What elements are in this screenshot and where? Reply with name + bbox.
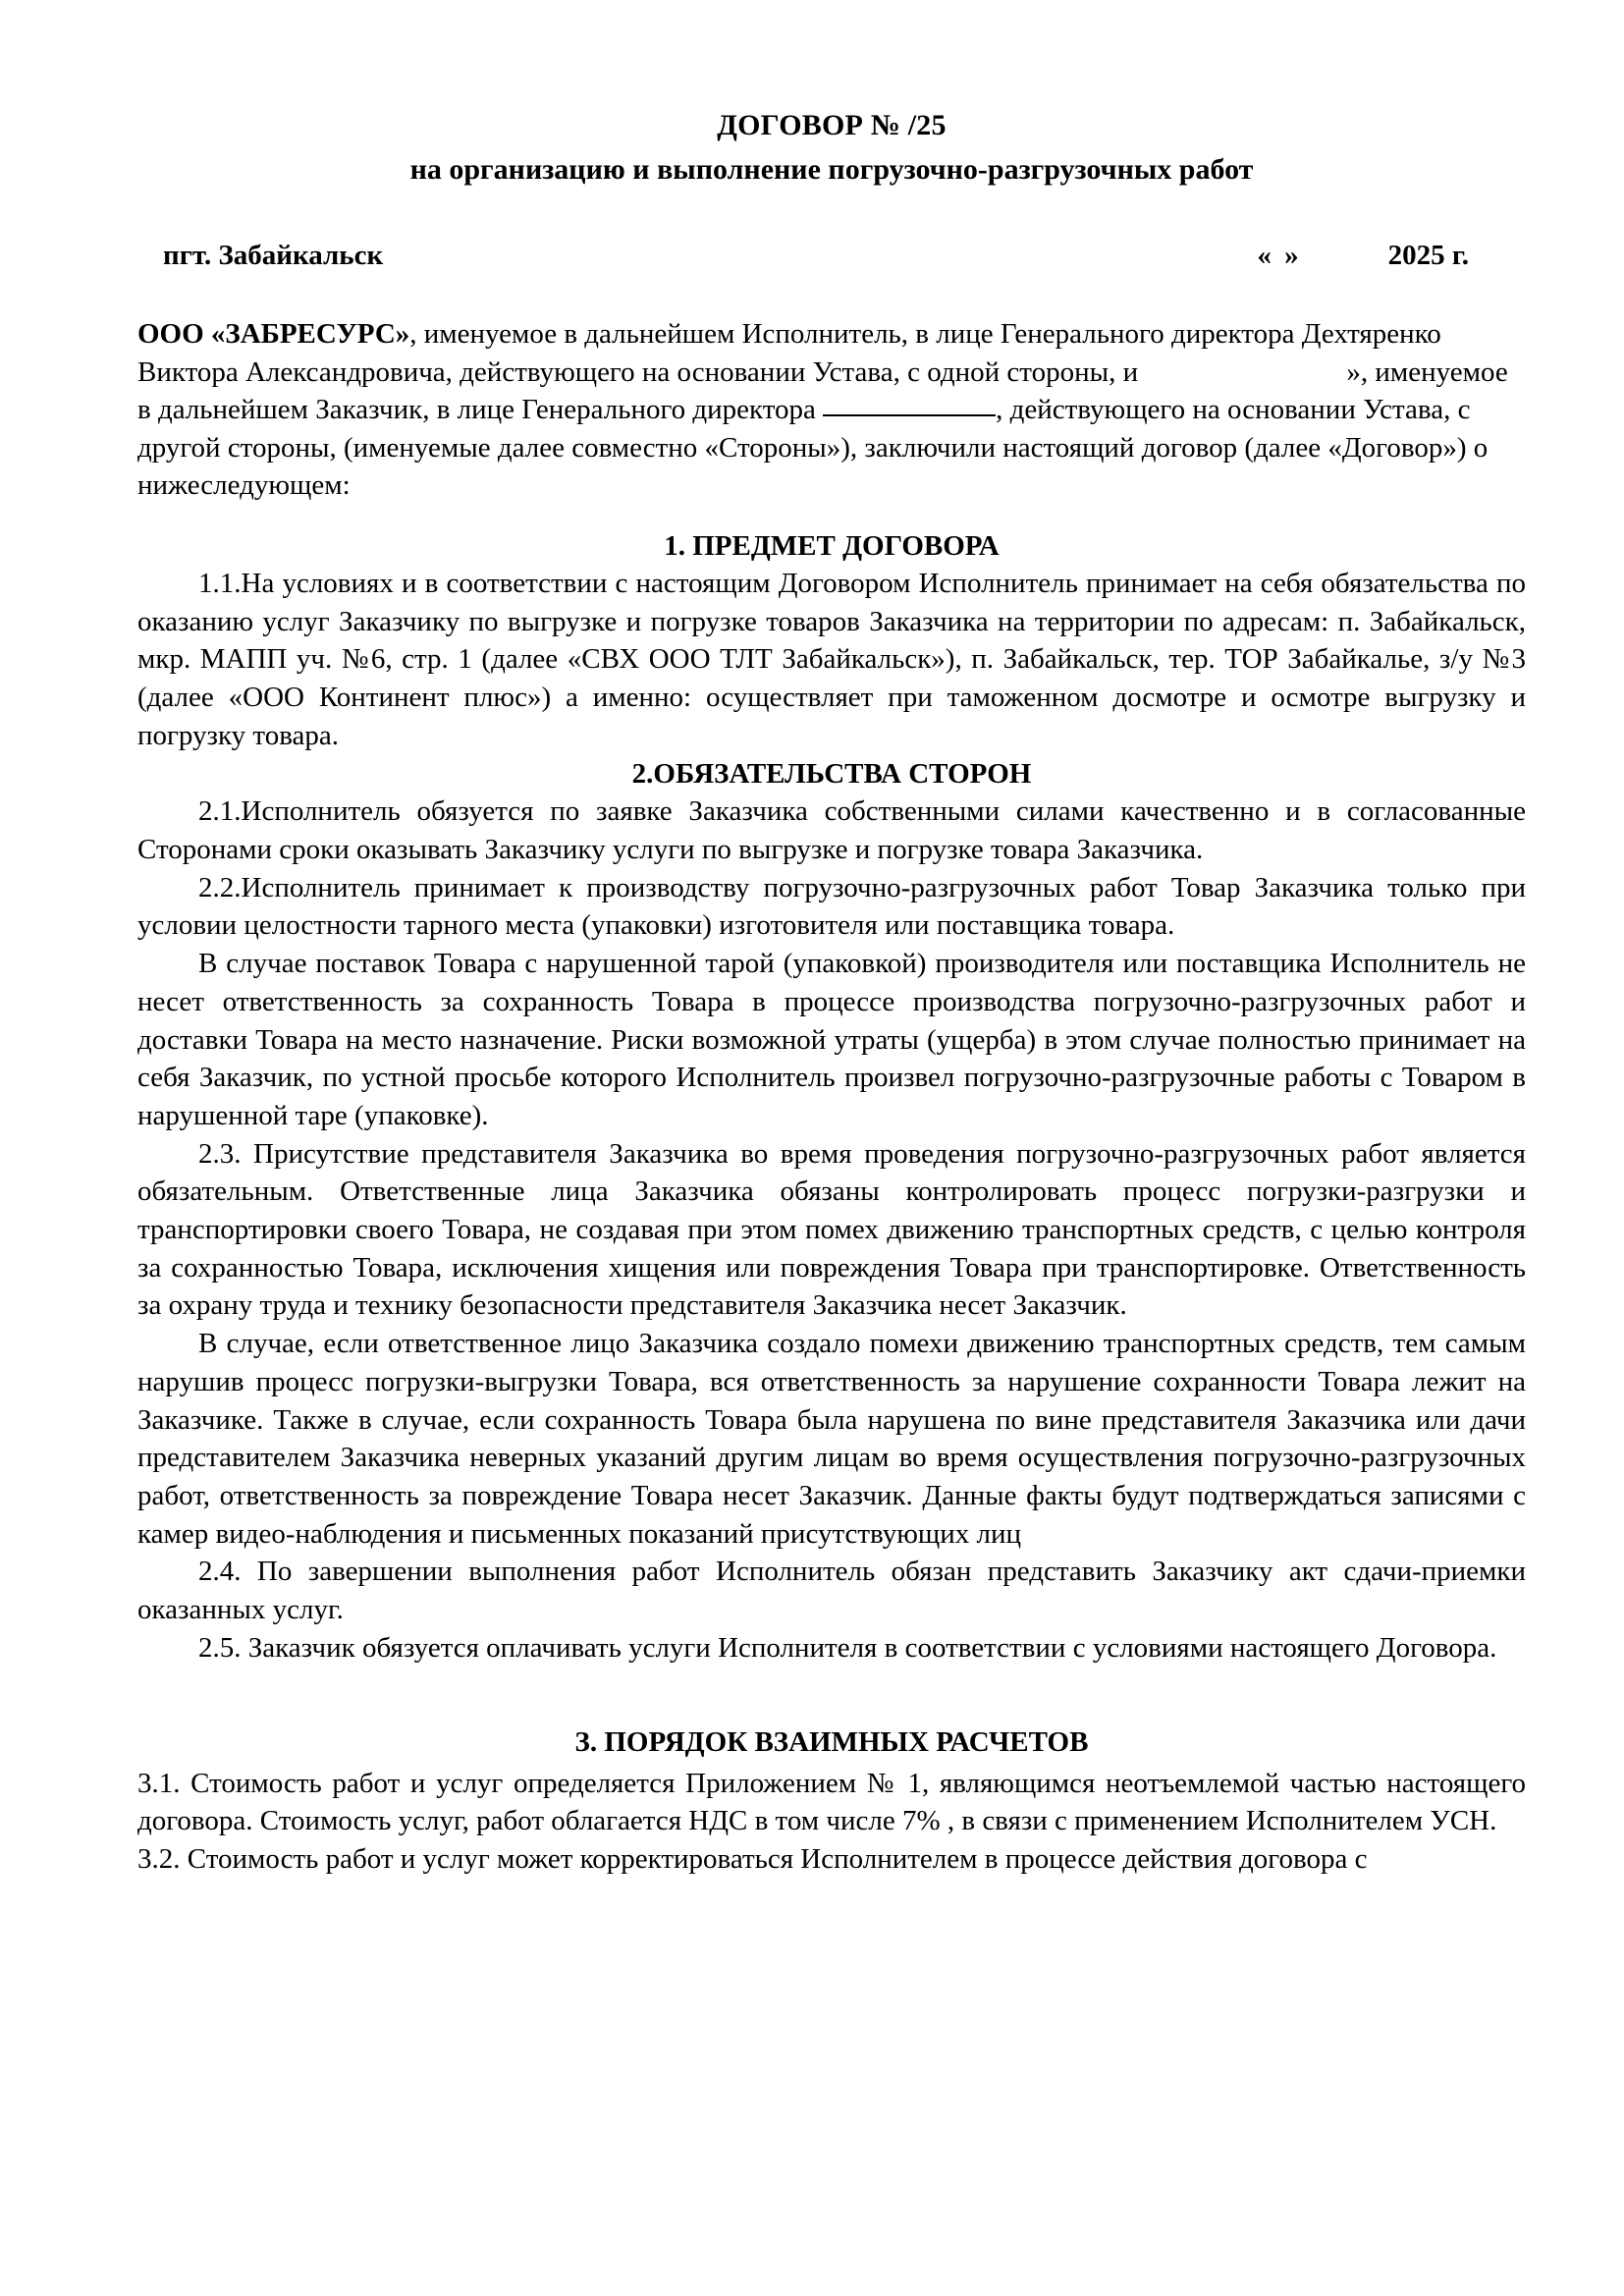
clause-2-3-continuation: В случае, если ответственное лицо Заказчика создало помехи движению транспортных средств, тем самым нарушив процесс погрузки-выгрузки Товара, вся ответственность за нарушение сохранности Товара лежит на Заказчике. Также в случае, если сохранность Товара была нарушена по вине представителя Заказчика или дачи представителем Заказчика неверных указаний другим лицам во время осуществления погрузочно-разгрузочных работ, ответственность за повреждение Товара несет Заказчик. Данные факты будут подтверждаться записями с камер видео-наблюдения и письменных показаний присутствующих лиц [137,1328,1526,1550]
executor-company-name: ООО «ЗАБРЕСУРС» [137,318,410,350]
clause-2-2-continuation: В случае поставок Товара с нарушенной тарой (упаковкой) производителя или поставщика Исполнитель не несет ответственность за сохранность Товара в процессе производства погрузочно-разгрузочных работ и доставки Товара на место назначение. Риски возможной утраты (ущерба) в этом случае полностью принимает на себя Заказчик, по устной просьбе которого Исполнитель произвел погрузочно-разгрузочные работы с Товаром в нарушенной таре (упаковке). [137,948,1526,1131]
intro-text-part3: , действующего на основании Устава, с другой стороны, (именуемые далее совместно «Стороны»), заключили настоящий договор (далее «Договор») о нижеследующем: [137,394,1489,502]
place-date-row [137,240,1526,272]
section-1-paragraph-1: 1.1.На условиях и в соответствии с настоящим Договором Исполнитель принимает на себя обязательства по оказанию услуг Заказчику по выгрузке и погрузке товаров Заказчика на территории по адресам: п. Забайкальск, мкр. МАПП уч. №6, стр. 1 (далее «СВХ ООО ТЛТ Забайкальск»), п. Забайкальск, тер. ТОР Забайкалье, з/у №3 (далее «ООО Континент плюс») а именно: осуществляет при таможенном досмотре и осмотре выгрузку и погрузку товара. [137,567,1526,751]
intro-text-part1: , именуемое в дальнейшем Исполнитель, в лице Генерального директора Дехтяренко Виктора Александровича, действующего на основании Устава, с одной стороны, и [137,318,1441,388]
intro-text-part2: », именуемое в дальнейшем Заказчик, в лице Генерального директора [137,355,1508,426]
date-group [1257,240,1526,272]
clause-3-2: 3.2. Стоимость работ и услуг может корректироваться Исполнителем в процессе действия договора с [137,1842,1368,1875]
place-label: пгт. Забайкальск [163,240,384,271]
document-subtitle: на организацию и выполнение погрузочно-разгрузочных работ [409,153,1254,186]
customer-director-blank [823,414,996,416]
intro-paragraph [137,315,1526,505]
section-1-heading: 1. ПРЕДМЕТ ДОГОВОРА [664,529,1000,562]
clause-2-2: 2.2.Исполнитель принимает к производству погрузочно-разгрузочных работ Товар Заказчика только при условии целостности тарного места (упаковки) изготовителя или поставщика товара. [137,871,1526,942]
clause-2-4: 2.4. По завершении выполнения работ Исполнитель обязан представить Заказчику акт сдачи-приемки оказанных услуг. [137,1556,1526,1626]
clause-2-3: 2.3. Присутствие представителя Заказчика во время проведения погрузочно-разгрузочных работ является обязательным. Ответственные лица Заказчика обязаны контролировать процесс погрузки-разгрузки и транспортировки своего Товара, не создавая при этом помех движению транспортных средств, с целью контроля за сохранностью Товара, исключения хищения или повреждения Товара при транспортировке. Ответственность за охрану труда и технику безопасности представителя Заказчика несет Заказчик. [137,1137,1526,1322]
clause-3-1: 3.1. Стоимость работ и услуг определяется Приложением № 1, являющимся неотъемлемой частью настоящего договора. Стоимость услуг, работ облагается НДС в том числе 7% , в связи с применением Исполнителем УСН. [137,1767,1526,1837]
date-year: 2025 г. [1387,240,1469,271]
date-quotes-blank: « » [1257,240,1302,271]
clause-2-5: 2.5. Заказчик обязуется оплачивать услуги Исполнителя в соответствии с условиями настоящего Договора. [198,1631,1497,1664]
section-2-heading: 2.ОБЯЗАТЕЛЬСТВА СТОРОН [631,758,1032,791]
section-3-heading: З. ПОРЯДОК ВЗАИМНЫХ РАСЧЕТОВ [574,1725,1089,1758]
document-title: ДОГОВОР № /25 [717,109,947,141]
clause-2-1: 2.1.Исполнитель обязуется по заявке Заказчика собственными силами качественно и в согласованные Сторонами сроки оказывать Заказчику услуги по выгрузке и погрузке товара Заказчика. [137,795,1526,866]
